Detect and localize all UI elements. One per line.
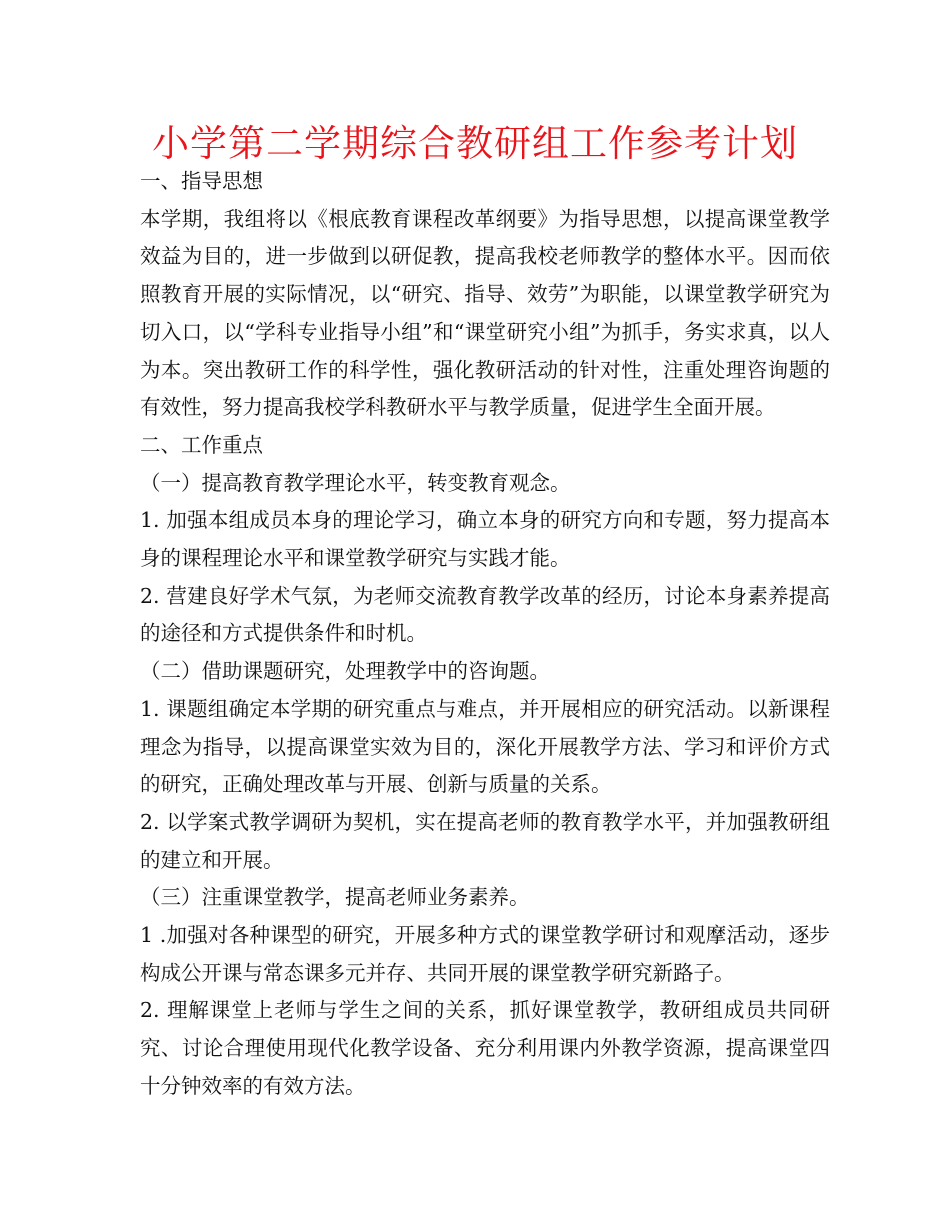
- subsection-heading-3: （三）注重课堂教学，提高老师业务素养。: [140, 885, 530, 910]
- subsection-heading-1: （一）提高教育教学理论水平，转变教育观念。: [140, 470, 571, 495]
- document-title: 小学第二学期综合教研组工作参考计划: [152, 122, 798, 165]
- list-item-3-1: 1 .加强对各种课型的研究，开展多种方式的课堂教学研讨和观摩活动，逐步构成公开课与常态课多元并存、共同开展的课堂教学研究新路子。: [140, 923, 830, 985]
- subsection-heading-2: （二）借助课题研究，处理教学中的咨询题。: [140, 659, 550, 684]
- section-heading-work-focus: 二、工作重点: [140, 432, 263, 457]
- list-item-3-2: 2. 理解课堂上老师与学生之间的关系，抓好课堂教学，教研组成员共同研究、讨论合理使用现代化教学设备、充分利用课内外教学资源，提高课堂四十分钟效率的有效方法。: [140, 998, 830, 1098]
- paragraph-guiding-ideology: 本学期，我组将以《根底教育课程改革纲要》为指导思想，以提高课堂教学效益为目的，进一步做到以研促教，提高我校老师教学的整体水平。因而依照教育开展的实际情况，以“研究、指导、效劳”为职能，以课堂教学研究为切入口，以“学科专业指导小组”和“课堂研究小组”为抓手，务实求真，以人为本。突出教研工作的科学性，强化教研活动的针对性，注重处理咨询题的有效性，努力提高我校学科教研水平与教学质量，促进学生全面开展。: [140, 206, 830, 420]
- list-item-2-1: 1. 课题组确定本学期的研究重点与难点，并开展相应的研究活动。以新课程理念为指导，以提高课堂实效为目的，深化开展教学方法、学习和评价方式的研究，正确处理改革与开展、创新与质量的关系。: [140, 696, 830, 797]
- document-body: [140, 163, 830, 1106]
- list-item-2-2: 2. 以学案式教学调研为契机，实在提高老师的教育教学水平，并加强教研组的建立和开展。: [140, 809, 830, 872]
- list-item-1-2: 2. 营建良好学术气氛，为老师交流教育教学改革的经历，讨论本身素养提高的途径和方式提供条件和时机。: [140, 583, 830, 646]
- list-item-1-1: 1. 加强本组成员本身的理论学习，确立本身的研究方向和专题，努力提高本身的课程理论水平和课堂教学研究与实践才能。: [140, 508, 830, 571]
- section-heading-guiding-ideology: 一、指导思想: [140, 169, 263, 193]
